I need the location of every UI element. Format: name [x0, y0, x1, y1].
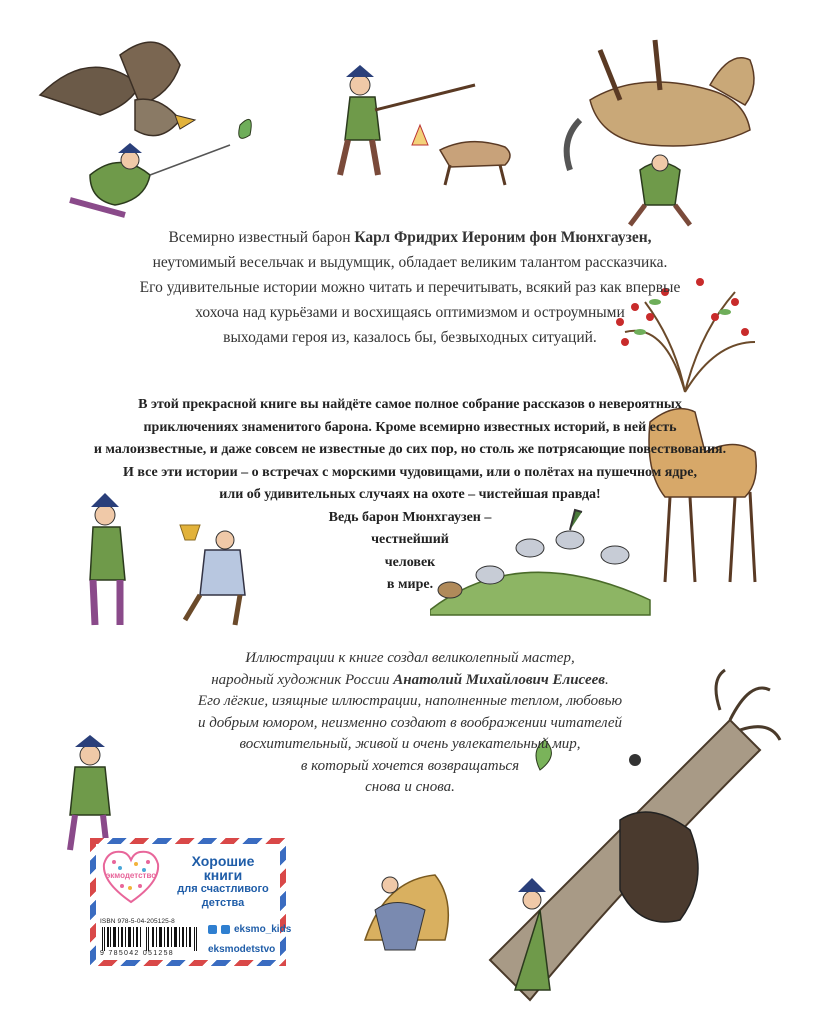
intro-line-1 — [0, 225, 820, 250]
intro-paragraph — [0, 225, 820, 350]
telegram-icon — [221, 925, 230, 934]
description-line: и малоизвестные, и даже совсем не известные до сих пор, но столь же потрясающие повествования. — [93, 442, 727, 457]
baron-name: Карл Фридрих Иероним фон Мюнхгаузен, — [354, 229, 652, 246]
description-line: В этой прекрасной книге вы найдёте самое полное собрание рассказов о невероятных — [138, 397, 682, 412]
illustrator-line: Его лёгкие, изящные иллюстрации, наполненные теплом, любовью — [197, 693, 623, 709]
description-line: человек — [384, 554, 436, 570]
card-body — [96, 844, 292, 960]
intro-line-1-text: Всемирно известный барон — [168, 229, 355, 246]
description-line: или об удивительных случаях на охоте – чистейшая правда! — [219, 487, 601, 502]
slogan-line: Хорошие — [191, 853, 255, 869]
heart-logo-icon — [100, 848, 162, 904]
intro-line: хохоча над курьёзами и восхищаясь оптимизмом и остроумными — [195, 304, 625, 321]
vk-icon — [208, 925, 217, 934]
eagle-baron-illustration — [30, 25, 260, 225]
description-paragraph — [0, 394, 820, 597]
barcode-digits: 9 785042 051258 — [100, 950, 174, 957]
illustrator-line: и добрым юмором, неизменно создают в воображении читателей — [197, 714, 623, 731]
logo-text: экмодетство — [105, 871, 157, 880]
illustrator-line-text: народный художник России — [211, 671, 394, 688]
intro-line: выходами героя из, казалось бы, безвыходных ситуаций. — [223, 329, 597, 346]
hunter-dog-illustration — [320, 55, 540, 195]
illustrator-line: снова и снова. — [365, 779, 455, 795]
slogan-line: детства — [201, 897, 245, 909]
site-handle: eksmodetstvo — [208, 944, 276, 955]
illustrator-line: Иллюстрации к книге создал великолепный мастер, — [245, 650, 575, 666]
isbn-text: ISBN 978-5-04-205125-8 — [100, 918, 175, 925]
intro-line: неутомимый весельчак и выдумщик, обладает великим талантом рассказчика. — [152, 254, 668, 271]
slogan-line: для счастливого — [177, 883, 269, 895]
illustrator-line: восхитительный, живой и очень увлекательный мир, — [239, 736, 581, 752]
illustrator-name: Анатолий Михайлович Елисеев — [393, 671, 606, 688]
horse-baron-illustration — [560, 30, 780, 230]
description-line: Ведь барон Мюнхгаузен – — [328, 509, 492, 525]
intro-line: Его удивительные истории можно читать и перечитывать, всякий раз как впервые — [139, 279, 681, 296]
social-handle — [208, 924, 291, 935]
card-slogan — [168, 854, 278, 910]
description-line: И все эти истории – о встречах с морскими чудовищами, или о полётах на пушечном ядре, — [123, 464, 697, 480]
illustrator-paragraph — [0, 648, 820, 799]
haystack-figure-illustration — [345, 840, 465, 960]
illustrator-line-end: . — [605, 671, 609, 688]
barcode-icon — [100, 927, 200, 951]
description-line: приключениях знаменитого барона. Кроме всемирно известных историй, в ней есть — [143, 419, 677, 435]
publisher-airmail-card — [90, 838, 292, 966]
slogan-line: книги — [203, 867, 243, 883]
illustrator-line-name — [0, 670, 820, 692]
social-handle-text: eksmo_kids — [234, 924, 292, 935]
description-line: честнейший — [371, 532, 449, 547]
illustrator-line: в который хочется возвращаться — [300, 757, 520, 774]
description-line: в мире. — [386, 577, 434, 592]
